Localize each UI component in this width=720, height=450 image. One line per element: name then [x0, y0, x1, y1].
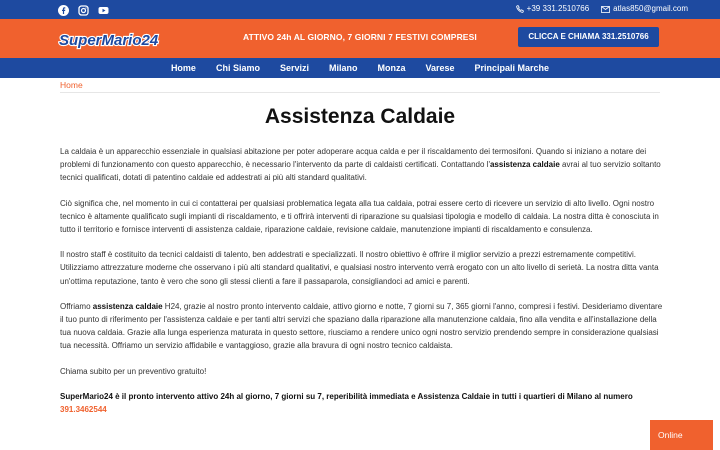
mail-icon	[601, 6, 610, 13]
nav-varese[interactable]: Varese	[425, 63, 455, 73]
call-button[interactable]: CLICCA E CHIAMA 331.2510766	[518, 27, 659, 47]
bold-keyword: assistenza caldaie	[92, 301, 163, 311]
paragraph-quality: Ciò significa che, nel momento in cui ci contatterai per qualsiasi problematica legata alla tua caldaia, potrai essere certo di ricevere un servizio di alto livello. Ogni nostro tecnico è altamente qualificato sugli impianti di riscaldamento, e ti offrirà interventi di riparazione su qualsiasi tipologia e modello di caldaia. La nostra ditta è conosciuta in tutto il territorio e fornisce interventi di assistenza caldaie, riparazione caldaie, revisione caldaie, manutenzione impianti di riscaldamento e consulenza.	[60, 198, 659, 235]
paragraph-service	[60, 300, 664, 353]
article-body	[60, 145, 664, 428]
instagram-icon[interactable]	[78, 3, 89, 14]
email-link[interactable]	[601, 3, 688, 15]
top-bar	[0, 0, 720, 19]
paragraph-staff: Il nostro staff è costituito da tecnici caldaisti di talento, ben addestrati e specializzati. Il nostro obiettivo è offrire il miglior servizio a prezzi estremamente competitivi. Utilizziamo attrezzature moderne che osservano i più alti standard qualitativi, e qualsiasi nostro intervento verrà erogato con un alto livello di serietà. La nostra ditta vanta un'ottima reputazione, tanto è vero che sono gli stessi clienti a fare il passaparola, consigliandoci ad amici e parenti.	[60, 250, 659, 286]
youtube-icon[interactable]	[98, 3, 109, 14]
svg-text:SuperMario24: SuperMario24	[59, 32, 159, 49]
phone-icon	[516, 5, 524, 13]
text-segment: H24, grazie al nostro pronto intervento caldaie, attivo giorno e notte, 7 giorni su 7, 365 giorni l'anno, compresi i festivi. Desideriamo diventare il tuo punto di riferimento per l'assistenza caldaie e per tanti altri servizi che spaziano dalla riparazione alla manutenzione caldaia, fino alla vendita e all'installazione della tua nuova caldaia. Grazie alla lunga esperienza maturata in questo settore, riusciamo a rendere unico ogni nostro servizio prendendo sempre in considerazione qualsiasi tua necessità. Offriamo un servizio affidabile e vantaggioso, grazie alla bravura di ogni nostro tecnico caldaista.	[60, 301, 663, 351]
nav-principali-marche[interactable]: Principali Marche	[474, 63, 550, 73]
paragraph-intro	[60, 145, 664, 185]
breadcrumb-divider	[60, 92, 660, 93]
text-segment: avrai al tuo servizio soltanto tecnici qualificati, dotati di patentino caldaie ed addestrati ai più alti standard qualitativi.	[60, 160, 661, 183]
facebook-icon[interactable]	[58, 3, 69, 14]
site-logo[interactable]	[58, 28, 182, 50]
bold-text: SuperMario24 è il pronto intervento attivo 24h al giorno, 7 giorni su 7, reperibilità immediata e Assistenza Caldaie in tutti i quartieri di Milano al numero	[60, 391, 633, 401]
email-address: atlas850@gmail.com	[613, 4, 688, 13]
nav-home[interactable]: Home	[170, 63, 196, 73]
chat-widget[interactable]: Online	[650, 420, 713, 450]
social-links	[58, 3, 109, 14]
phone-link[interactable]	[516, 3, 590, 15]
paragraph-call: Chiama subito per un preventivo gratuito!	[60, 366, 207, 376]
main-nav	[0, 58, 720, 78]
phone-number: +39 331.2510766	[526, 4, 590, 13]
contact-info	[516, 3, 688, 15]
nav-chi-siamo[interactable]: Chi Siamo	[215, 63, 260, 73]
text-segment: Offriamo	[60, 301, 93, 311]
paragraph-contact	[60, 390, 664, 416]
phone-link-body[interactable]: 391.3462544	[60, 405, 107, 415]
nav-servizi[interactable]: Servizi	[279, 63, 309, 73]
hours-banner: ATTIVO 24h AL GIORNO, 7 GIORNI 7 FESTIVI COMPRESI	[243, 32, 477, 42]
header	[0, 19, 720, 58]
nav-monza[interactable]: Monza	[377, 63, 406, 73]
nav-milano[interactable]: Milano	[329, 63, 358, 73]
bold-keyword: assistenza caldaie	[489, 160, 560, 170]
text-segment: La caldaia è un apparecchio essenziale in qualsiasi abitazione per poter adoperare acqua calda e per il riscaldamento dei termosifoni. Quando si iniziano a notare dei problemi di funzionamento con questo apparecchio, è necessario l'intervento da parte di caldaisti certificati. Contattando l'	[60, 147, 647, 170]
page-title: Assistenza Caldaie	[264, 105, 456, 128]
breadcrumb[interactable]: Home	[60, 80, 83, 90]
